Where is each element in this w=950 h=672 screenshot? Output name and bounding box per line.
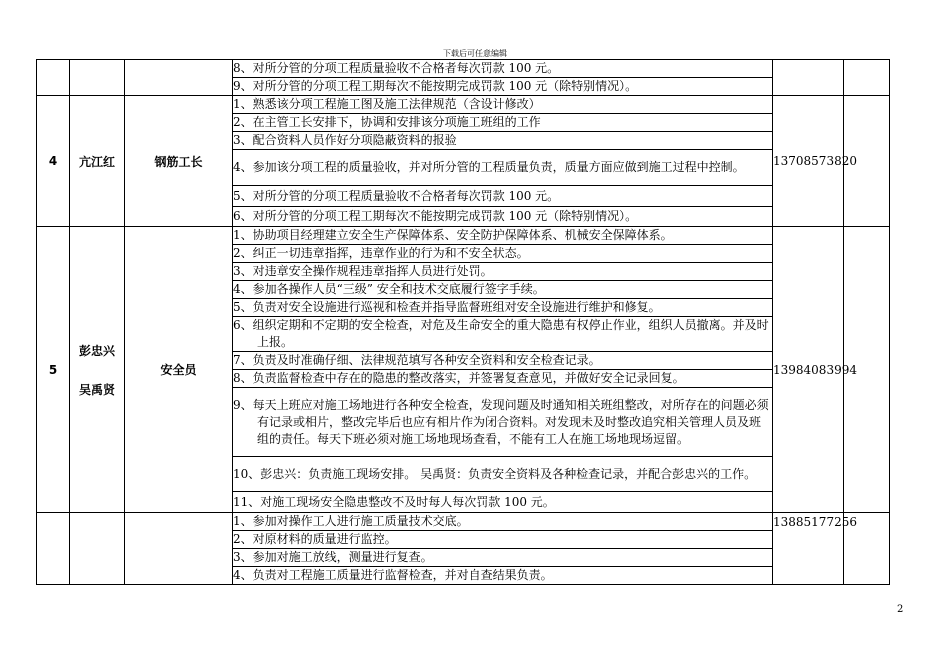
table-row: [37, 96, 890, 114]
duty-item: 3、对违章安全操作规程违章指挥人员进行处罚。: [233, 263, 773, 281]
role-name: 钢筋工长: [125, 96, 233, 227]
row-number: 4: [37, 96, 70, 227]
duty-item: 1、协助项目经理建立安全生产保障体系、安全防护保障体系、机械安全保障体系。: [233, 227, 773, 245]
phone-number: 13885177256: [773, 513, 844, 585]
duty-item: 11、对施工现场安全隐患整改不及时每人每次罚款 100 元。: [233, 492, 773, 513]
duty-item: 3、配合资料人员作好分项隐蔽资料的报验: [233, 132, 773, 150]
responsibility-table: [36, 59, 890, 585]
table-row: [37, 227, 890, 245]
duty-item: 8、对所分管的分项工程质量验收不合格者每次罚款 100 元。: [233, 60, 773, 78]
no-cell: [37, 513, 70, 585]
duty-item: 10、彭忠兴：负责施工现场安排。 吴禹贤：负责安全资料及各种检查记录，并配合彭忠兴的工作。: [233, 457, 773, 492]
duty-item: 9、每天上班应对施工场地进行各种安全检查，发现问题及时通知相关班组整改，对所存在的问题必须有记录或相片，整改完毕后也应有相片作为闭合资料。对发现未及时整改追究相关管理人员及班组的责任。每天下班必须对施工场地现场查看，不能有工人在施工场地现场逗留。: [233, 388, 773, 457]
table-row: [37, 513, 890, 531]
duty-item: 9、对所分管的分项工程工期每次不能按期完成罚款 100 元（除特别情况）。: [233, 78, 773, 96]
duty-item: 6、组织定期和不定期的安全检查，对危及生命安全的重大隐患有权停止作业，组织人员撤离。并及时上报。: [233, 317, 773, 352]
role-cell: [125, 60, 233, 96]
row-number: 5: [37, 227, 70, 513]
phone-number: 13984083994: [773, 227, 844, 513]
role-name: 安全员: [125, 227, 233, 513]
page-number: 2: [897, 604, 904, 615]
duty-item: 1、参加对操作工人进行施工质量技术交底。: [233, 513, 773, 531]
duty-item: 4、参加各操作人员“三级” 安全和技术交底履行签字手续。: [233, 281, 773, 299]
duty-item: 5、负责对安全设施进行巡视和检查并指导监督班组对安全设施进行维护和修复。: [233, 299, 773, 317]
no-cell: [37, 60, 70, 96]
person-name: 吴禹贤: [78, 382, 115, 397]
duty-item: 2、对原材料的质量进行监控。: [233, 531, 773, 549]
phone-cell: [773, 60, 844, 96]
duty-item: 8、负责监督检查中存在的隐患的整改落实，并签署复查意见，并做好安全记录回复。: [233, 370, 773, 388]
name-cell: [70, 60, 125, 96]
person-name: 亢江红: [70, 96, 125, 227]
remark-cell: [844, 60, 890, 96]
duty-item: 5、对所分管的分项工程质量验收不合格者每次罚款 100 元。: [233, 186, 773, 207]
table-row: [37, 60, 890, 78]
person-name: 彭忠兴: [78, 343, 115, 358]
duty-item: 4、负责对工程施工质量进行监督检查，并对自查结果负责。: [233, 567, 773, 585]
duty-item: 6、对所分管的分项工程工期每次不能按期完成罚款 100 元（除特别情况）。: [233, 207, 773, 227]
duty-item: 1、熟悉该分项工程施工图及施工法律规范（含设计修改）: [233, 96, 773, 114]
duty-item: 3、参加对施工放线，测量进行复查。: [233, 549, 773, 567]
role-cell: [125, 513, 233, 585]
phone-number: 13708573820: [773, 96, 844, 227]
person-names: [70, 227, 125, 513]
name-cell: [70, 513, 125, 585]
duty-item: 7、负责及时准确仔细、法律规范填写各种安全资料和安全检查记录。: [233, 352, 773, 370]
duty-item: 4、参加该分项工程的质量验收，并对所分管的工程质量负责，质量方面应做到施工过程中控制。: [233, 150, 773, 186]
header-note: 下载后可任意编辑: [443, 49, 507, 58]
duty-item: 2、纠正一切违章指挥，违章作业的行为和不安全状态。: [233, 245, 773, 263]
duty-item: 2、在主管工长安排下，协调和安排该分项施工班组的工作: [233, 114, 773, 132]
